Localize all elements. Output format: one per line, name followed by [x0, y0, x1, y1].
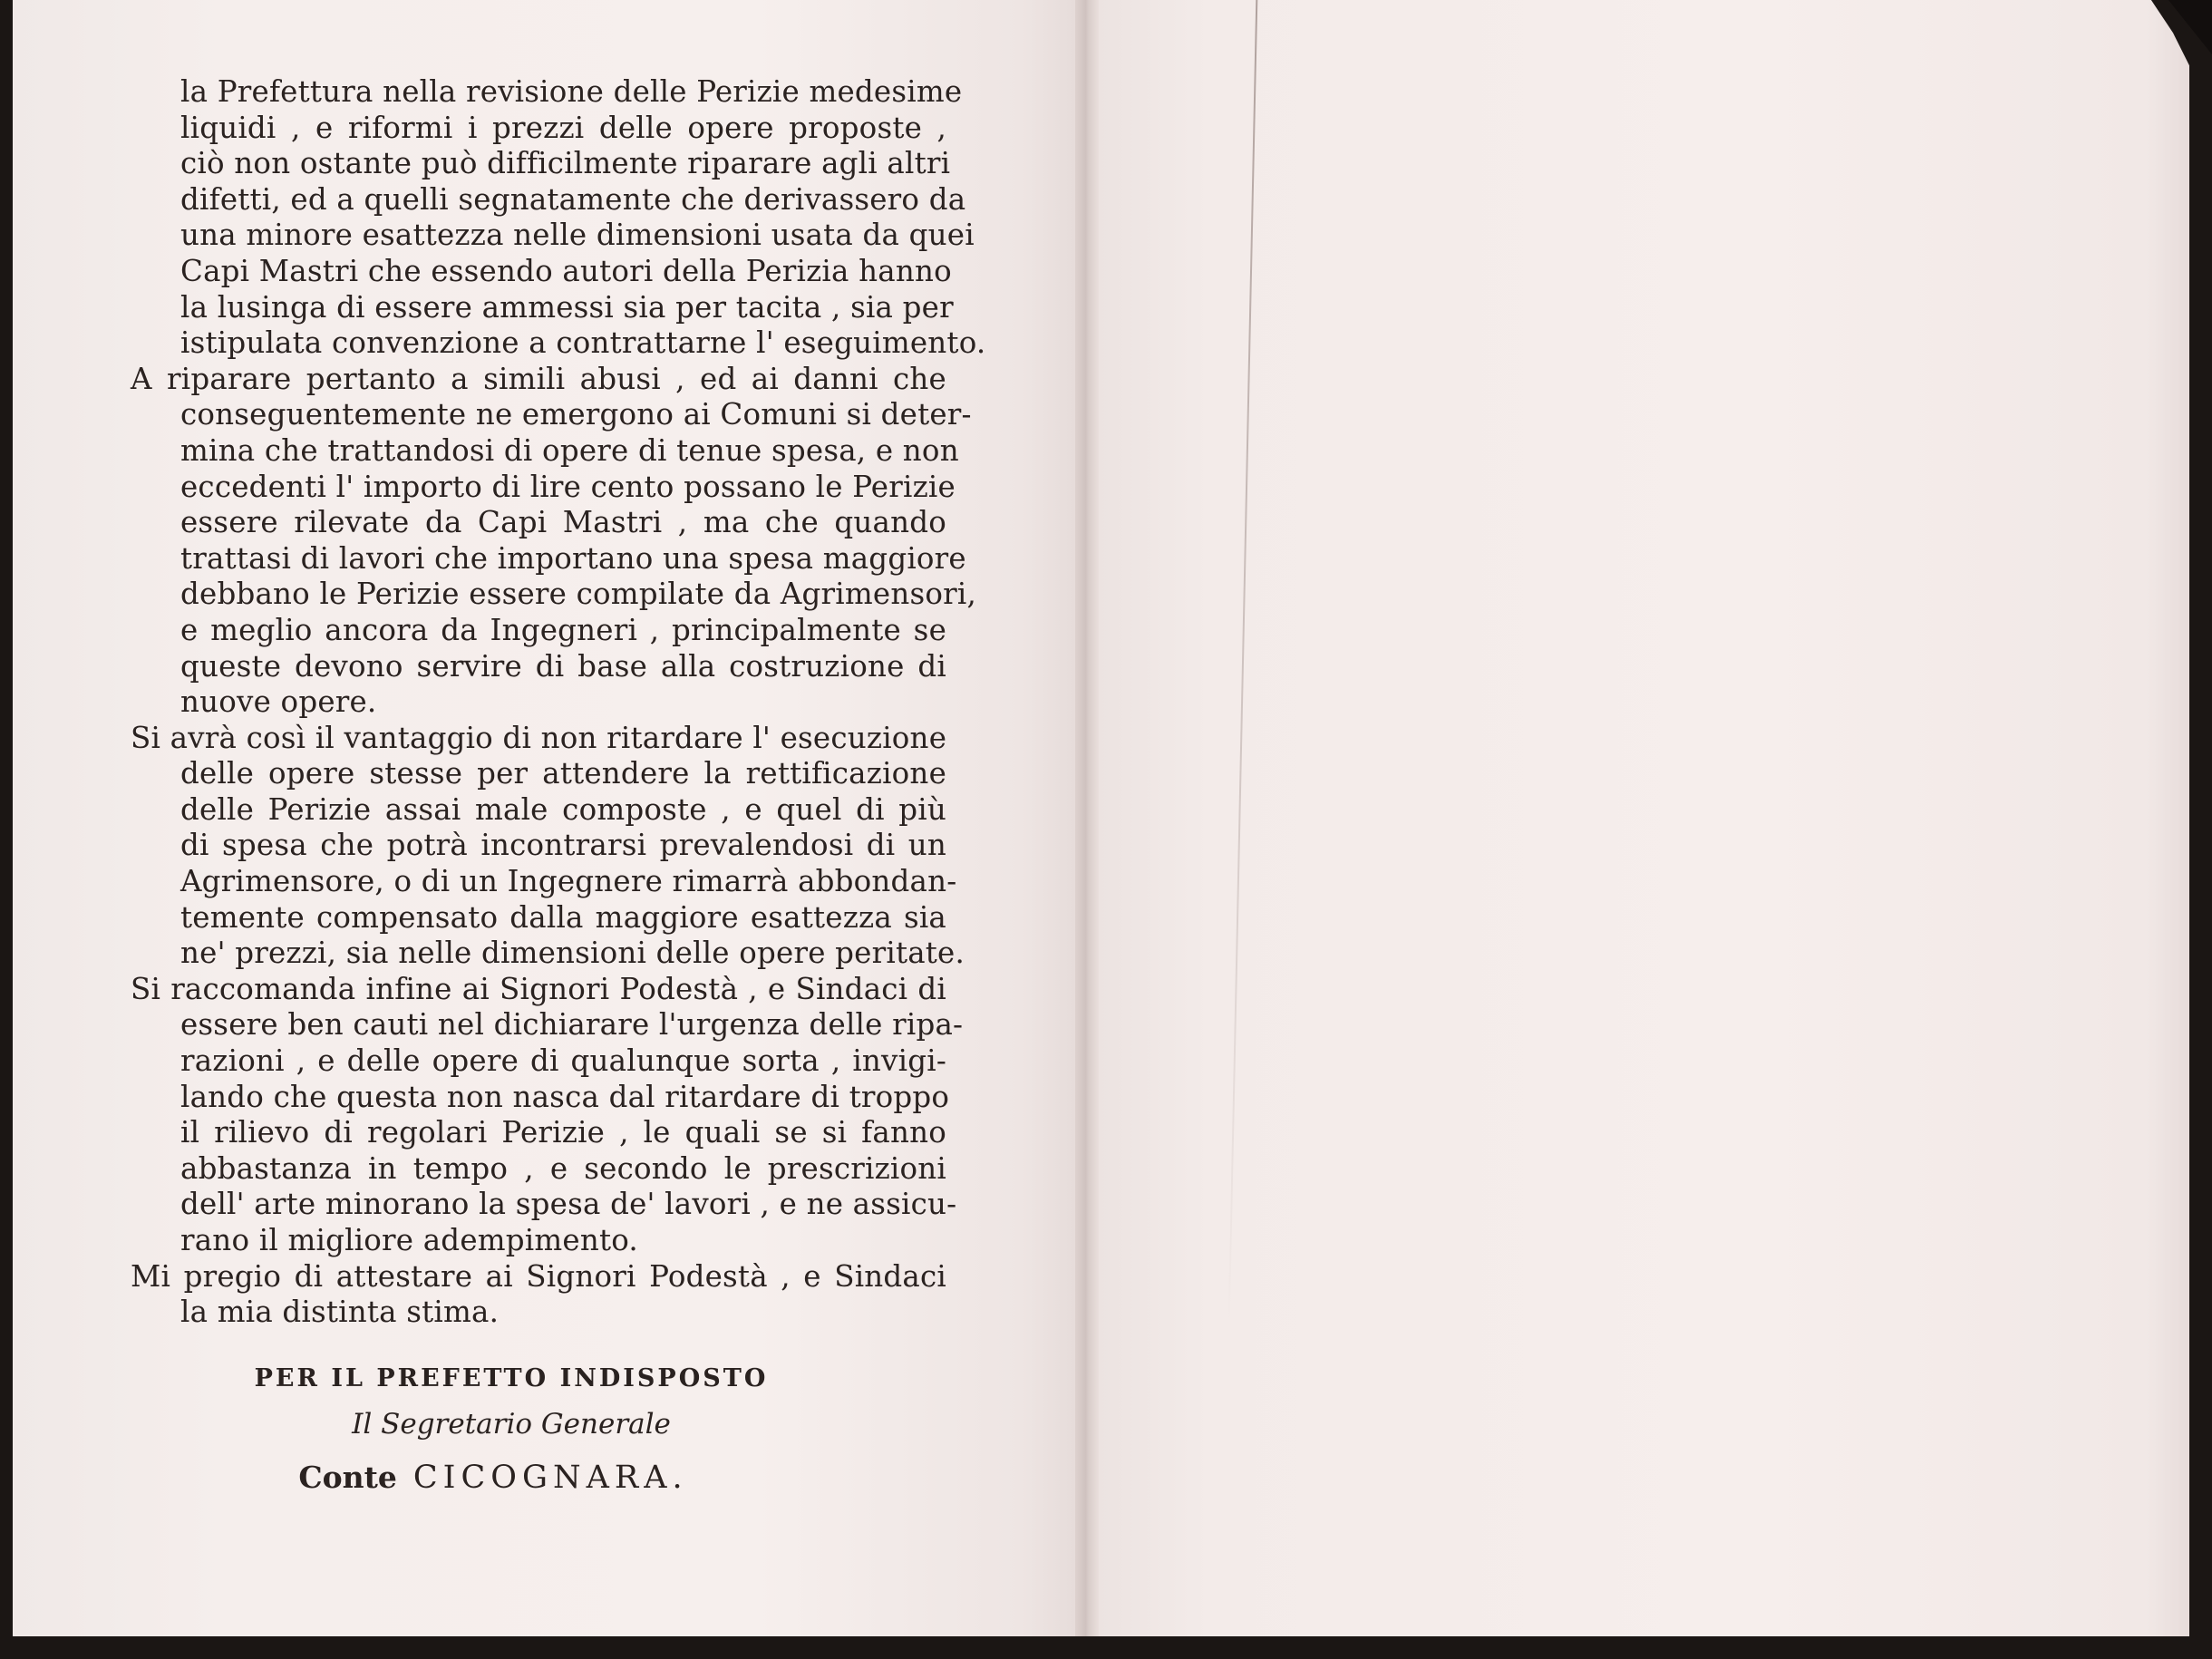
- text-line: queste devono servire di base alla costruzione di: [180, 648, 946, 684]
- signature-prefix: Conte: [298, 1460, 397, 1495]
- signature-authority: PER IL PREFETTO INDISPOSTO: [254, 1364, 769, 1392]
- signature-name: [40, 1460, 946, 1496]
- text-line: temente compensato dalla maggiore esattezza sia: [180, 899, 946, 935]
- text-line: mina che trattandosi di opere di tenue spesa, e non: [180, 432, 959, 468]
- text-line: dell' arte minorano la spesa de' lavori , e ne assicu-: [180, 1187, 957, 1222]
- text-line: difetti, ed a quelli segnatamente che derivassero da: [180, 181, 966, 217]
- text-line: rano il migliore adempimento.: [180, 1223, 638, 1257]
- text-line: razioni , e delle opere di qualunque sorta , invigi-: [180, 1043, 946, 1079]
- text-line: la Prefettura nella revisione delle Perizie medesime: [180, 74, 963, 109]
- text-line: abbastanza in tempo , e secondo le prescrizioni: [180, 1150, 946, 1186]
- text-line: la mia distinta stima.: [180, 1295, 500, 1330]
- signature-surname: CICOGNARA.: [412, 1460, 688, 1496]
- paragraph-start-line: Mi pregio di attestare ai Signori Podestà , e Sindaci: [131, 1258, 946, 1294]
- text-line: debbano le Perizie essere compilate da Agrimensori,: [180, 577, 976, 612]
- text-line: delle opere stesse per attendere la rettificazione: [180, 756, 946, 791]
- text-line: Agrimensore, o di un Ingegnere rimarrà abbondan-: [180, 864, 957, 899]
- right-page-blank: [1099, 0, 2189, 1636]
- text-line: istipulata convenzione a contrattarne l' eseguimento.: [180, 325, 986, 361]
- text-line: conseguentemente ne emergono ai Comuni si deter-: [180, 397, 972, 432]
- body-text: [131, 74, 986, 1331]
- text-line: essere ben cauti nel dichiarare l'urgenza delle ripa-: [180, 1007, 964, 1043]
- text-line: trattasi di lavori che importano una spesa maggiore: [180, 540, 966, 576]
- paragraph-start-line: A riparare pertanto a simili abusi , ed ai danni che: [131, 361, 946, 396]
- text-line: lando che questa non nasca dal ritardare di troppo: [180, 1079, 950, 1114]
- text-line: il rilievo di regolari Perizie , le quali se si fanno: [180, 1115, 946, 1150]
- text-line: Capi Mastri che essendo autori della Perizia hanno: [180, 253, 952, 288]
- text-line: ciò non ostante può difficilmente riparare agli altri: [180, 146, 951, 181]
- text-line: nuove opere.: [180, 684, 377, 720]
- text-line: la lusinga di essere ammessi sia per tacita , sia per: [180, 289, 954, 325]
- text-line: di spesa che potrà incontrarsi prevalendosi di un: [180, 828, 946, 863]
- text-line: ne' prezzi, sia nelle dimensioni delle opere peritate.: [180, 936, 965, 971]
- text-line: e meglio ancora da Ingegneri , principalmente se: [180, 612, 946, 647]
- paragraph-start-line: Si avrà così il vantaggio di non ritardare l' esecuzione: [131, 720, 947, 755]
- text-line: liquidi , e riformi i prezzi delle opere proposte ,: [180, 110, 946, 145]
- text-line: essere rilevate da Capi Mastri , ma che quando: [180, 505, 946, 540]
- text-line: eccedenti l' importo di lire cento possano le Perizie: [180, 469, 956, 504]
- text-line: una minore esattezza nelle dimensioni usata da quei: [180, 218, 975, 253]
- signature-title: Il Segretario Generale: [352, 1408, 671, 1441]
- left-page: [13, 0, 1075, 1636]
- text-line: delle Perizie assai male composte , e quel di più: [180, 791, 946, 827]
- paragraph-start-line: Si raccomanda infine ai Signori Podestà , e Sindaci di: [131, 971, 946, 1006]
- book-gutter: [1075, 0, 1099, 1636]
